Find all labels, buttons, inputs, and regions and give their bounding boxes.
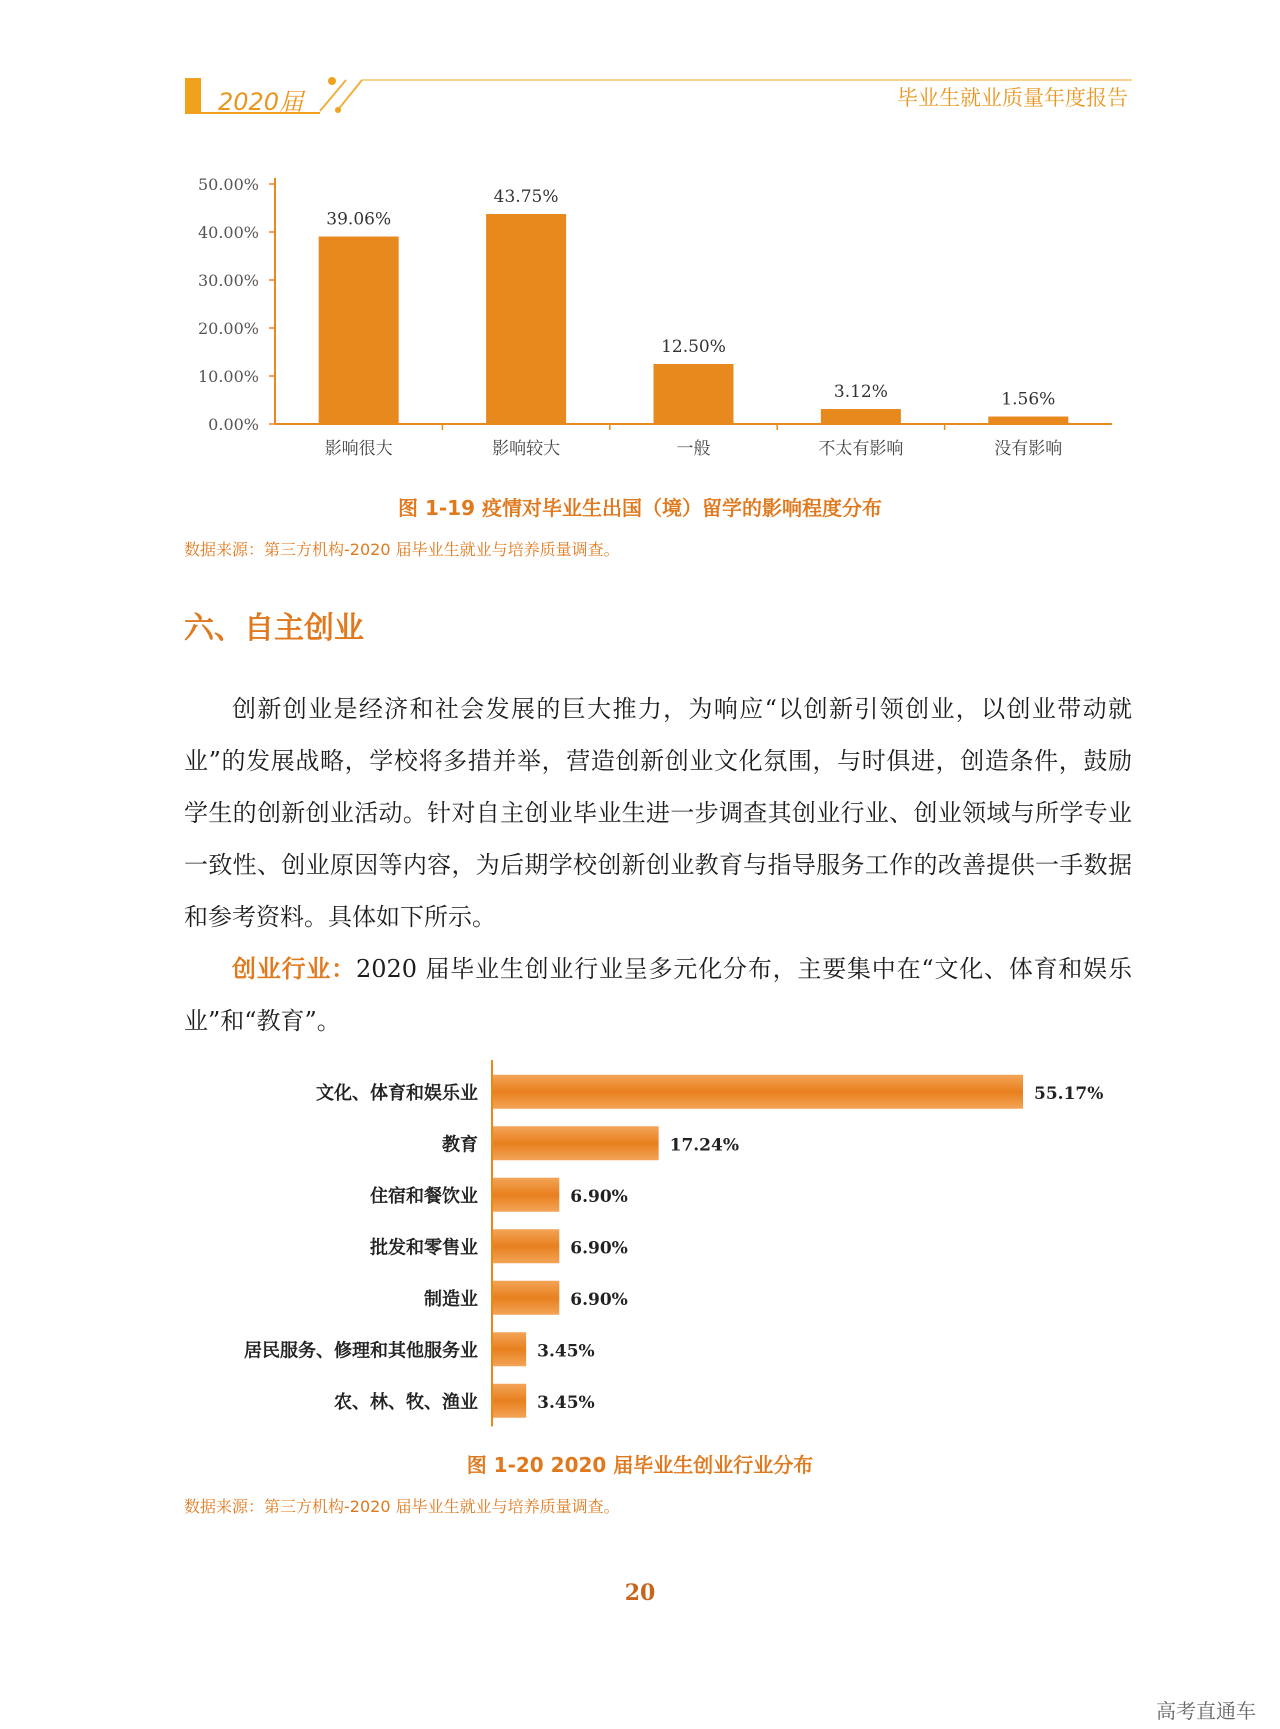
chart1-x-tick-label: 不太有影响 xyxy=(818,439,904,459)
chart1-x-tick-label: 没有影响 xyxy=(994,439,1063,459)
chart2-bar xyxy=(493,1281,559,1315)
chart2-data-label: 6.90% xyxy=(570,1238,628,1259)
chart1-data-label: 1.56% xyxy=(1001,389,1056,410)
chart1-caption: 图 1-19 疫情对毕业生出国（境）留学的影响程度分布 xyxy=(398,496,882,520)
page-number: 20 xyxy=(624,1580,656,1606)
chart2-category-label: 居民服务、修理和其他服务业 xyxy=(244,1340,478,1362)
chart2-category-label: 文化、体育和娱乐业 xyxy=(316,1082,478,1104)
chart1-y-tick-label: 40.00% xyxy=(197,223,259,242)
chart1-bar xyxy=(319,237,399,424)
chart1-y-tick-label: 50.00% xyxy=(197,175,259,194)
chart1-data-label: 39.06% xyxy=(326,209,392,230)
chart2-data-label: 17.24% xyxy=(669,1135,740,1156)
chart2-bar xyxy=(493,1075,1023,1109)
chart2-category-label: 批发和零售业 xyxy=(370,1237,478,1259)
chart2-data-label: 6.90% xyxy=(570,1289,628,1310)
chart1-y-tick-label: 10.00% xyxy=(197,367,259,386)
chart2-category-label: 教育 xyxy=(442,1134,478,1156)
chart1-data-label: 43.75% xyxy=(493,187,559,207)
chart1-bar xyxy=(821,409,901,424)
paragraph-2-body: 2020 届毕业生创业行业呈多元化分布，主要集中在“文化、体育和娱乐业”和“教育”。 xyxy=(184,955,1133,1035)
chart2-data-label: 3.45% xyxy=(537,1341,595,1362)
chart2-category-label: 制造业 xyxy=(424,1288,478,1310)
chart2-bar xyxy=(493,1126,659,1160)
chart1-x-tick-label: 影响较大 xyxy=(492,439,561,459)
chart2-category-label: 住宿和餐饮业 xyxy=(370,1185,478,1207)
chart1-data-label: 12.50% xyxy=(661,337,726,357)
chart2-bar xyxy=(493,1178,559,1212)
body-paragraph xyxy=(184,683,1132,1047)
paragraph-2-lead: 创业行业： xyxy=(232,955,356,983)
chart2-category-label: 农、林、牧、渔业 xyxy=(334,1391,478,1413)
header-report-title: 毕业生就业质量年度报告 xyxy=(897,86,1128,110)
chart2-bar xyxy=(493,1229,559,1263)
chart2-source: 数据来源：第三方机构-2020 届毕业生就业与培养质量调查。 xyxy=(184,1497,620,1516)
paragraph-2 xyxy=(184,943,1132,1047)
paragraph-1: 创新创业是经济和社会发展的巨大推力，为响应“以创新引领创业，以创业带动就业”的发展战略，学校将多措并举，营造创新创业文化氛围，与时俱进，创造条件，鼓励学生的创新创业活动。针对自主创业毕业生进一步调查其创业行业、创业领域与所学专业一致性、创业原因等内容，为后期学校创新创业教育与指导服务工作的改善提供一手数据和参考资料。具体如下所示。 xyxy=(184,695,1132,931)
header-year: 2020届 xyxy=(218,88,304,116)
header-accent-block xyxy=(185,78,201,112)
chart2-bar xyxy=(493,1332,526,1366)
chart1-y-tick-label: 0.00% xyxy=(208,415,259,434)
chart2-bar xyxy=(493,1384,526,1418)
chart2-data-label: 6.90% xyxy=(570,1186,628,1207)
chart1-bar xyxy=(988,417,1068,424)
section-title: 六、自主创业 xyxy=(184,611,364,646)
chart1-source: 数据来源：第三方机构-2020 届毕业生就业与培养质量调查。 xyxy=(184,540,620,559)
chart2-data-label: 3.45% xyxy=(537,1392,595,1413)
chart1-bar xyxy=(486,214,566,424)
chart1-y-tick-label: 20.00% xyxy=(197,319,259,338)
influence-bar-chart xyxy=(0,160,1280,480)
industry-bar-chart xyxy=(0,1060,1280,1430)
watermark: 高考直通车 xyxy=(1156,1699,1256,1723)
chart1-y-tick-label: 30.00% xyxy=(197,271,259,290)
chart1-data-label: 3.12% xyxy=(833,382,888,403)
chart1-x-tick-label: 影响很大 xyxy=(324,439,393,459)
chart1-bar xyxy=(654,364,734,424)
chart2-caption: 图 1-20 2020 届毕业生创业行业分布 xyxy=(466,1453,814,1477)
chart1-x-tick-label: 一般 xyxy=(676,439,711,459)
chart2-data-label: 55.17% xyxy=(1034,1083,1104,1104)
